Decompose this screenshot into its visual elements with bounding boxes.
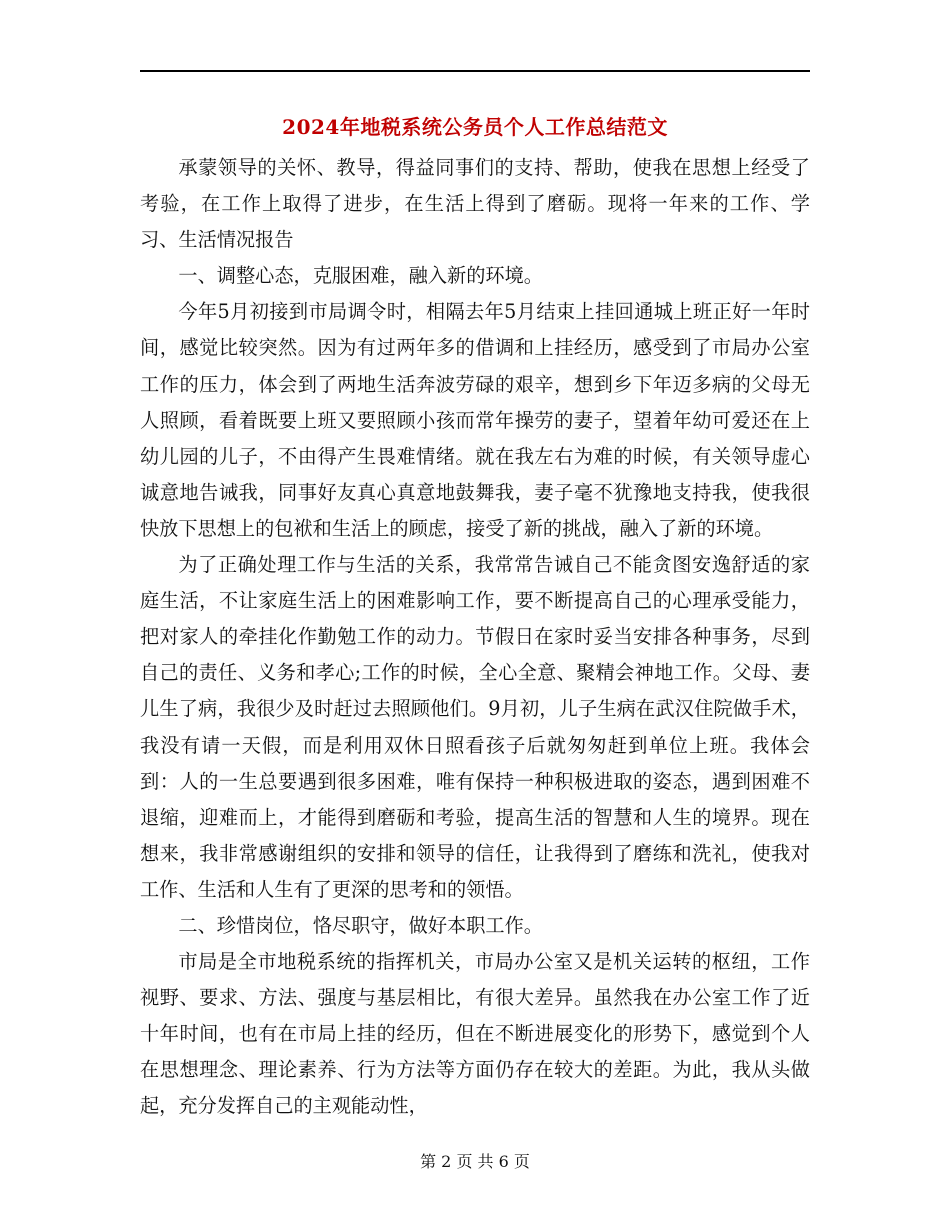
- header-rule: [140, 70, 810, 72]
- document-body: [140, 150, 810, 1125]
- section-heading-2: 二、珍惜岗位，恪尽职守，做好本职工作。: [178, 913, 543, 937]
- body-paragraph: 为了正确处理工作与生活的关系，我常常告诫自己不能贪图安逸舒适的家庭生活，不让家庭生活上的困难影响工作，要不断提高自己的心理承受能力，把对家人的牵挂化作勤勉工作的动力。节假日在家时妥当安排各种事务，尽到自己的责任、义务和孝心;工作的时候，全心全意、聚精会神地工作。父母、妻儿生了病，我很少及时赶过去照顾他们。9月初，儿子生病在武汉住院做手术，我没有请一天假，而是利用双休日照看孩子后就匆匆赶到单位上班。我体会到：人的一生总要遇到很多困难，唯有保持一种积极进取的姿态，遇到困难不退缩，迎难而上，才能得到磨砺和考验，提高生活的智慧和人生的境界。现在想来，我非常感谢组织的安排和领导的信任，让我得到了磨练和洗礼，使我对工作、生活和人生有了更深的思考和的领悟。: [140, 553, 810, 901]
- page-number-footer: 第 2 页 共 6 页: [420, 1152, 530, 1171]
- document-title: 2024年地税系统公务员个人工作总结范文: [282, 115, 668, 139]
- body-paragraph: 今年5月初接到市局调令时，相隔去年5月结束上挂回通城上班正好一年时间，感觉比较突然。因为有过两年多的借调和上挂经历，感受到了市局办公室工作的压力，体会到了两地生活奔波劳碌的艰辛，想到乡下年迈多病的父母无人照顾，看着既要上班又要照顾小孩而常年操劳的妻子，望着年幼可爱还在上幼儿园的儿子，不由得产生畏难情绪。就在我左右为难的时候，有关领导虚心诚意地告诫我，同事好友真心真意地鼓舞我，妻子毫不犹豫地支持我，使我很快放下思想上的包袱和生活上的顾虑，接受了新的挑战，融入了新的环境。: [140, 300, 810, 540]
- section-heading-1: 一、调整心态，克服困难，融入新的环境。: [178, 264, 543, 288]
- body-paragraph: 市局是全市地税系统的指挥机关，市局办公室又是机关运转的枢纽，工作视野、要求、方法、强度与基层相比，有很大差异。虽然我在办公室工作了近十年时间，也有在市局上挂的经历，但在不断进展变化的形势下，感觉到个人在思想理念、理论素养、行为方法等方面仍存在较大的差距。为此，我从头做起，充分发挥自己的主观能动性，: [140, 950, 810, 1118]
- body-paragraph-intro: 承蒙领导的关怀、教导，得益同事们的支持、帮助，使我在思想上经受了考验，在工作上取得了进步，在生活上得到了磨砺。现将一年来的工作、学习、生活情况报告: [140, 156, 810, 252]
